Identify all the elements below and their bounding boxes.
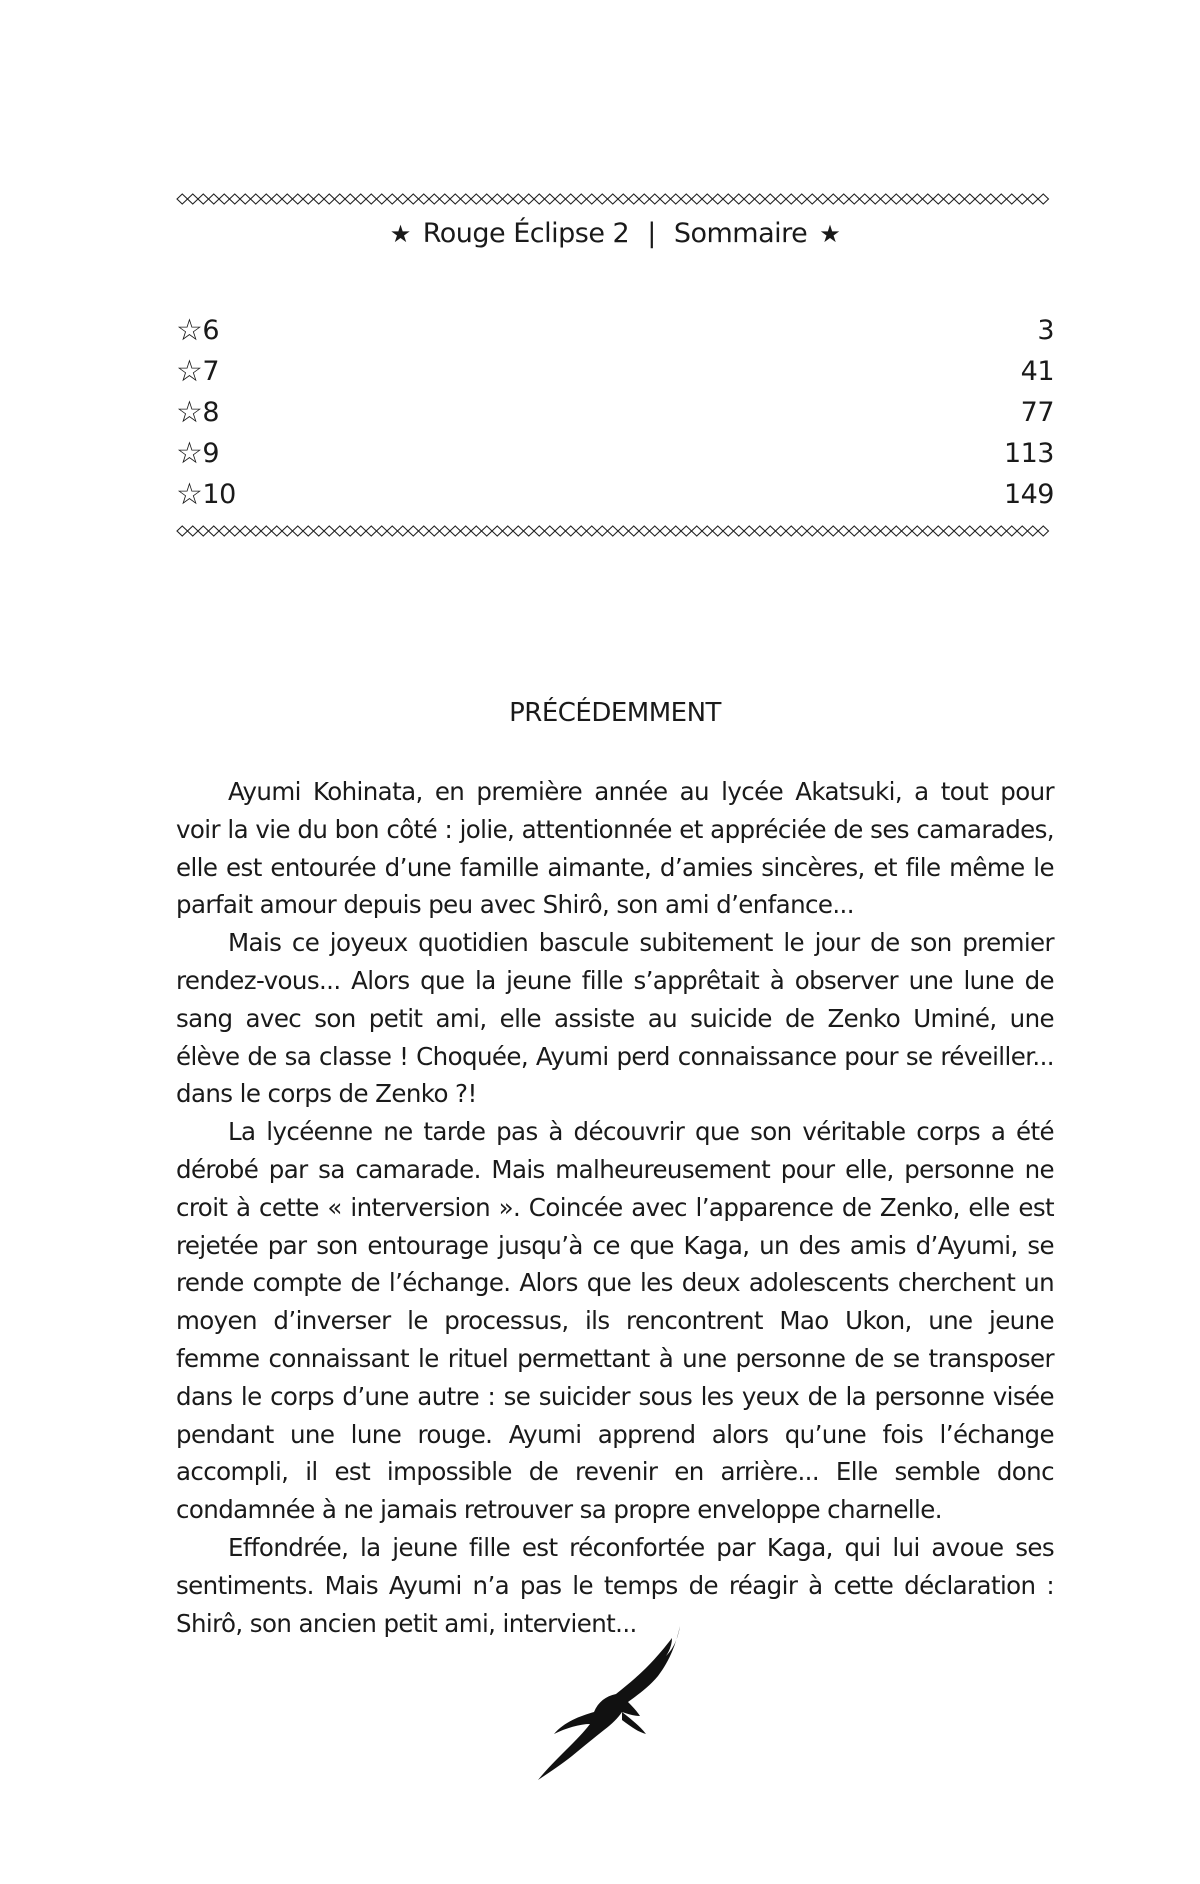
- diamond-shape: [387, 526, 398, 536]
- diamond-shape: [755, 194, 766, 204]
- bird-silhouette-icon: [536, 1624, 696, 1784]
- diamond-shape: [797, 194, 808, 204]
- diamond-shape: [293, 194, 304, 204]
- diamond-shape: [954, 526, 965, 536]
- diamond-shape: [860, 526, 871, 536]
- diamond-shape: [1017, 194, 1028, 204]
- diamond-shape: [314, 194, 325, 204]
- diamond-shape: [251, 194, 262, 204]
- toc-chapter: [176, 476, 236, 512]
- diamond-shape: [828, 526, 839, 536]
- diamond-shape: [1028, 194, 1039, 204]
- diamond-shape: [335, 526, 346, 536]
- diamond-shape: [755, 526, 766, 536]
- diamond-shape: [608, 526, 619, 536]
- diamond-shape: [566, 194, 577, 204]
- diamond-shape: [671, 194, 682, 204]
- diamond-shape: [419, 194, 430, 204]
- diamond-shape: [870, 526, 881, 536]
- diamond-shape: [618, 194, 629, 204]
- diamond-shape: [272, 194, 283, 204]
- diamond-shape: [534, 526, 545, 536]
- diamond-shape: [912, 194, 923, 204]
- diamond-shape: [923, 526, 934, 536]
- summary-paragraph: Effondrée, la jeune fille est réconfortée par Kaga, qui lui avoue ses sentiments. Mais Ayumi n’a pas le temps de réagir à cette déclaration : Shirô, son ancien petit ami, intervient...: [176, 1532, 1054, 1638]
- diamond-shape: [230, 194, 241, 204]
- page-number: 113: [1003, 438, 1054, 469]
- outline-star-icon: ☆: [176, 353, 203, 389]
- diamond-shape: [209, 526, 220, 536]
- diamond-shape: [177, 194, 188, 204]
- diamond-shape: [681, 194, 692, 204]
- diamond-shape: [587, 526, 598, 536]
- outline-star-icon: ☆: [176, 312, 203, 348]
- diamond-shape: [419, 526, 430, 536]
- summary-text: [176, 773, 1054, 1642]
- diamond-shape: [534, 194, 545, 204]
- diamond-shape: [660, 526, 671, 536]
- diamond-shape: [566, 526, 577, 536]
- diamond-shape: [240, 526, 251, 536]
- diamond-shape: [660, 194, 671, 204]
- toc-chapter: [176, 353, 220, 389]
- chapter-number: 7: [202, 356, 220, 387]
- toc-chapter: [176, 394, 220, 430]
- diamond-shape: [1007, 194, 1018, 204]
- diamond-shape: [272, 526, 283, 536]
- diamond-shape: [230, 526, 241, 536]
- diamond-shape: [482, 194, 493, 204]
- diamond-shape: [639, 194, 650, 204]
- diamond-shape: [377, 194, 388, 204]
- diamond-shape: [513, 526, 524, 536]
- page-number: 3: [1037, 315, 1054, 346]
- diamond-shape: [618, 526, 629, 536]
- diamond-shape: [177, 526, 188, 536]
- diamond-shape: [461, 194, 472, 204]
- page-number: 77: [1020, 397, 1054, 428]
- diamond-shape: [828, 194, 839, 204]
- diamond-shape: [408, 194, 419, 204]
- diamond-shape: [744, 526, 755, 536]
- diamond-shape: [629, 194, 640, 204]
- diamond-shape: [503, 194, 514, 204]
- diamond-shape: [986, 526, 997, 536]
- diamond-shape: [639, 526, 650, 536]
- diamond-shape: [324, 526, 335, 536]
- diamond-shape: [188, 526, 199, 536]
- diamond-shape: [366, 194, 377, 204]
- diamond-shape: [545, 526, 556, 536]
- outline-star-icon: ☆: [176, 394, 203, 430]
- diamond-shape: [482, 526, 493, 536]
- diamond-shape: [471, 526, 482, 536]
- diamond-shape: [345, 526, 356, 536]
- diamond-shape: [576, 194, 587, 204]
- diamond-shape: [513, 194, 524, 204]
- diamond-shape: [902, 194, 913, 204]
- diamond-shape: [933, 194, 944, 204]
- diamond-shape: [219, 194, 230, 204]
- diamond-shape: [450, 194, 461, 204]
- diamond-shape: [692, 526, 703, 536]
- diamond-shape: [282, 194, 293, 204]
- diamond-shape: [965, 526, 976, 536]
- diamond-shape: [471, 194, 482, 204]
- header-separator: |: [647, 218, 656, 249]
- book-title: Rouge Éclipse 2: [422, 218, 630, 249]
- diamond-shape: [356, 526, 367, 536]
- diamond-shape: [996, 194, 1007, 204]
- diamond-shape: [524, 526, 535, 536]
- diamond-shape: [1028, 526, 1039, 536]
- toc-row: [176, 392, 1054, 433]
- diamond-shape: [723, 194, 734, 204]
- diamond-shape: [902, 526, 913, 536]
- diamond-shape: [1017, 526, 1028, 536]
- toc-chapter: [176, 435, 220, 471]
- diamond-shape: [492, 526, 503, 536]
- toc-chapter: [176, 312, 220, 348]
- outline-star-icon: ☆: [176, 435, 203, 471]
- diamond-shape: [912, 526, 923, 536]
- diamond-shape: [650, 194, 661, 204]
- section-label: Sommaire: [673, 218, 808, 249]
- table-of-contents: [176, 310, 1054, 515]
- diamond-shape: [870, 194, 881, 204]
- diamond-shape: [839, 194, 850, 204]
- diamond-shape: [429, 526, 440, 536]
- diamond-shape: [807, 526, 818, 536]
- diamond-shape: [597, 194, 608, 204]
- diamond-shape: [293, 526, 304, 536]
- diamond-shape: [429, 194, 440, 204]
- diamond-shape: [608, 194, 619, 204]
- diamond-shape: [849, 194, 860, 204]
- diamond-border-bottom: [176, 524, 1054, 538]
- diamond-shape: [818, 526, 829, 536]
- diamond-shape: [303, 194, 314, 204]
- diamond-shape: [219, 526, 230, 536]
- diamond-shape: [776, 194, 787, 204]
- diamond-shape: [734, 194, 745, 204]
- diamond-shape: [366, 526, 377, 536]
- diamond-shape: [251, 526, 262, 536]
- diamond-shape: [986, 194, 997, 204]
- diamond-shape: [261, 194, 272, 204]
- diamond-shape: [303, 526, 314, 536]
- chapter-number: 8: [202, 397, 220, 428]
- diamond-shape: [891, 194, 902, 204]
- diamond-shape: [1038, 194, 1049, 204]
- diamond-shape: [282, 526, 293, 536]
- diamond-shape: [807, 194, 818, 204]
- diamond-shape: [744, 194, 755, 204]
- diamond-shape: [335, 194, 346, 204]
- diamond-border-top: [176, 192, 1054, 206]
- diamond-shape: [398, 526, 409, 536]
- diamond-shape: [492, 194, 503, 204]
- diamond-shape: [261, 526, 272, 536]
- diamond-shape: [849, 526, 860, 536]
- diamond-shape: [839, 526, 850, 536]
- diamond-shape: [933, 526, 944, 536]
- chapter-number: 10: [202, 479, 236, 510]
- star-icon-left: ★: [389, 220, 411, 248]
- diamond-shape: [765, 194, 776, 204]
- diamond-shape: [786, 526, 797, 536]
- diamond-shape: [765, 526, 776, 536]
- page-number: 41: [1020, 356, 1054, 387]
- diamond-shape: [629, 526, 640, 536]
- diamond-shape: [461, 526, 472, 536]
- diamond-shape: [965, 194, 976, 204]
- diamond-shape: [776, 526, 787, 536]
- contents-header: [176, 218, 1054, 249]
- diamond-shape: [996, 526, 1007, 536]
- outline-star-icon: ☆: [176, 476, 203, 512]
- diamond-shape: [345, 194, 356, 204]
- diamond-shape: [786, 194, 797, 204]
- toc-row: [176, 351, 1054, 392]
- diamond-shape: [555, 526, 566, 536]
- star-icon-right: ★: [819, 220, 841, 248]
- diamond-shape: [324, 194, 335, 204]
- diamond-shape: [944, 526, 955, 536]
- diamond-shape: [818, 194, 829, 204]
- diamond-shape: [545, 194, 556, 204]
- diamond-shape: [860, 194, 871, 204]
- diamond-shape: [692, 194, 703, 204]
- diamond-shape: [1007, 526, 1018, 536]
- diamond-shape: [555, 194, 566, 204]
- diamond-shape: [1038, 526, 1049, 536]
- diamond-shape: [587, 194, 598, 204]
- toc-row: [176, 474, 1054, 515]
- diamond-shape: [524, 194, 535, 204]
- diamond-shape: [398, 194, 409, 204]
- diamond-shape: [408, 526, 419, 536]
- diamond-shape: [198, 526, 209, 536]
- diamond-shape: [377, 526, 388, 536]
- diamond-shape: [713, 194, 724, 204]
- diamond-shape: [681, 526, 692, 536]
- summary-paragraph: Mais ce joyeux quotidien bascule subitement le jour de son premier rendez-vous... Alors que la jeune fille s’apprêtait à observer une lune de sang avec son petit ami, elle assiste au suicide de Zenko Uminé, une élève de sa classe ! Choquée, Ayumi perd connaissance pour se réveiller... dans le corps de Zenko ?!: [176, 928, 1054, 1109]
- page-number: 149: [1003, 479, 1054, 510]
- diamond-shape: [944, 194, 955, 204]
- chapter-number: 9: [202, 438, 220, 469]
- diamond-shape: [954, 194, 965, 204]
- diamond-shape: [576, 526, 587, 536]
- diamond-shape: [240, 194, 251, 204]
- toc-row: [176, 310, 1054, 351]
- diamond-shape: [188, 194, 199, 204]
- diamond-shape: [975, 194, 986, 204]
- diamond-shape: [797, 526, 808, 536]
- diamond-shape: [975, 526, 986, 536]
- diamond-shape: [713, 526, 724, 536]
- diamond-shape: [356, 194, 367, 204]
- diamond-shape: [198, 194, 209, 204]
- diamond-shape: [891, 526, 902, 536]
- diamond-shape: [440, 194, 451, 204]
- diamond-shape: [734, 526, 745, 536]
- diamond-shape: [650, 526, 661, 536]
- summary-paragraph: Ayumi Kohinata, en première année au lycée Akatsuki, a tout pour voir la vie du bon côté : jolie, attentionnée et appréciée de ses camarades, elle est entourée d’une famille aimante, d’amies sincères, et file même le parfait amour depuis peu avec Shirô, son ami d’enfance...: [176, 777, 1054, 920]
- diamond-shape: [702, 194, 713, 204]
- diamond-shape: [702, 526, 713, 536]
- diamond-shape: [314, 526, 325, 536]
- toc-row: [176, 433, 1054, 474]
- diamond-shape: [923, 194, 934, 204]
- summary-paragraph: La lycéenne ne tarde pas à découvrir que son véritable corps a été dérobé par sa camarade. Mais malheureusement pour elle, personne ne croit à cette « interversion ». Coincée avec l’apparence de Zenko, elle est rejetée par son entourage jusqu’à ce que Kaga, un des amis d’Ayumi, se rende compte de l’échange. Alors que les deux adolescents cherchent un moyen d’inverser le processus, ils rencontrent Mao Ukon, une jeune femme connaissant le rituel permettant à une personne de se transposer dans le corps d’une autre : se suicider sous les yeux de la personne visée pendant une lune rouge. Ayumi apprend alors qu’une fois l’échange accompli, il est impossible de revenir en arrière... Elle semble donc condamnée à ne jamais retrouver sa propre enveloppe charnelle.: [176, 1117, 1054, 1525]
- diamond-shape: [881, 194, 892, 204]
- diamond-shape: [503, 526, 514, 536]
- summary-title: PRÉCÉDEMMENT: [509, 698, 721, 728]
- diamond-shape: [723, 526, 734, 536]
- diamond-shape: [209, 194, 220, 204]
- diamond-shape: [387, 194, 398, 204]
- diamond-shape: [671, 526, 682, 536]
- chapter-number: 6: [202, 315, 220, 346]
- diamond-shape: [440, 526, 451, 536]
- diamond-shape: [597, 526, 608, 536]
- diamond-shape: [450, 526, 461, 536]
- diamond-shape: [881, 526, 892, 536]
